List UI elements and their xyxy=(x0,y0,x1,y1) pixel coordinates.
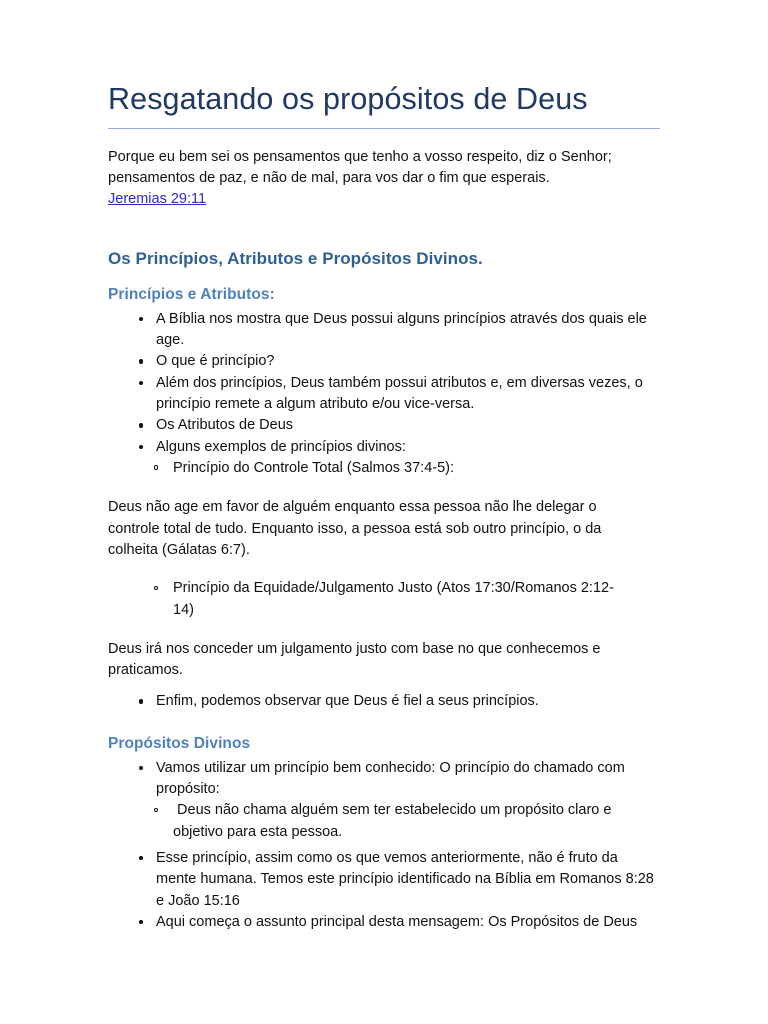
principio-equidade-sublist xyxy=(108,578,668,621)
subsection-heading-propositos-divinos: Propósitos Divinos xyxy=(108,734,251,752)
paragraph-julgamento-justo: Deus irá nos conceder um julgamento justo com base no que conhecemos e praticamos. xyxy=(108,640,601,679)
principio-controle-total-sublist xyxy=(108,458,668,479)
list-item: Os Atributos de Deus xyxy=(138,415,660,436)
sub-list-item: Princípio do Controle Total (Salmos 37:4-5): xyxy=(153,458,629,479)
paragraph-controle-total: Deus não age em favor de alguém enquanto essa pessoa não lhe delegar o controle total de tudo. Enquanto isso, a pessoa está sob outro princípio, o da colheita (Gálatas 6:7). xyxy=(108,499,602,558)
sub-list-item: Deus não chama alguém sem ter estabelecido um propósito claro e objetivo para esta pessoa. xyxy=(153,800,629,843)
principios-bullet-list xyxy=(108,309,668,458)
list-item: Alguns exemplos de princípios divinos: xyxy=(138,437,660,458)
list-item: O que é princípio? xyxy=(138,351,660,372)
title-divider xyxy=(108,128,660,129)
propositos-bullet-list-bottom xyxy=(108,848,668,933)
scripture-reference-link[interactable]: Jeremias 29:11 xyxy=(108,191,207,208)
epigraph-block xyxy=(108,147,656,210)
subsection-heading-principios-e-atributos: Princípios e Atributos: xyxy=(108,285,275,303)
list-item: Enfim, podemos observar que Deus é fiel a seus princípios. xyxy=(138,691,660,712)
list-item: Esse princípio, assim como os que vemos anteriormente, não é fruto da mente humana. Temos este princípio identificado na Bíblia em Romanos 8:28 e João 15:16 xyxy=(138,848,660,912)
propositos-sublist xyxy=(108,800,668,843)
section-heading-principios-atributos-propositos: Os Princípios, Atributos e Propósitos Divinos. xyxy=(108,248,483,268)
list-item: Aqui começa o assunto principal desta mensagem: Os Propósitos de Deus xyxy=(138,912,660,933)
sub-list-item: Princípio da Equidade/Julgamento Justo (Atos 17:30/Romanos 2:12-14) xyxy=(153,578,629,621)
list-item: A Bíblia nos mostra que Deus possui alguns princípios através dos quais ele age. xyxy=(138,309,660,352)
list-item: Vamos utilizar um princípio bem conhecido: O princípio do chamado com propósito: xyxy=(138,758,660,801)
list-item: Além dos princípios, Deus também possui atributos e, em diversas vezes, o princípio remete a algum atributo e/ou vice-versa. xyxy=(138,373,660,416)
principios-closing-bullet-list xyxy=(108,691,668,712)
epigraph-text: Porque eu bem sei os pensamentos que tenho a vosso respeito, diz o Senhor; pensamentos de paz, e não de mal, para vos dar o fim que esperais. xyxy=(108,149,612,186)
document-title: Resgatando os propósitos de Deus xyxy=(108,82,588,116)
propositos-bullet-list-top xyxy=(108,758,668,801)
